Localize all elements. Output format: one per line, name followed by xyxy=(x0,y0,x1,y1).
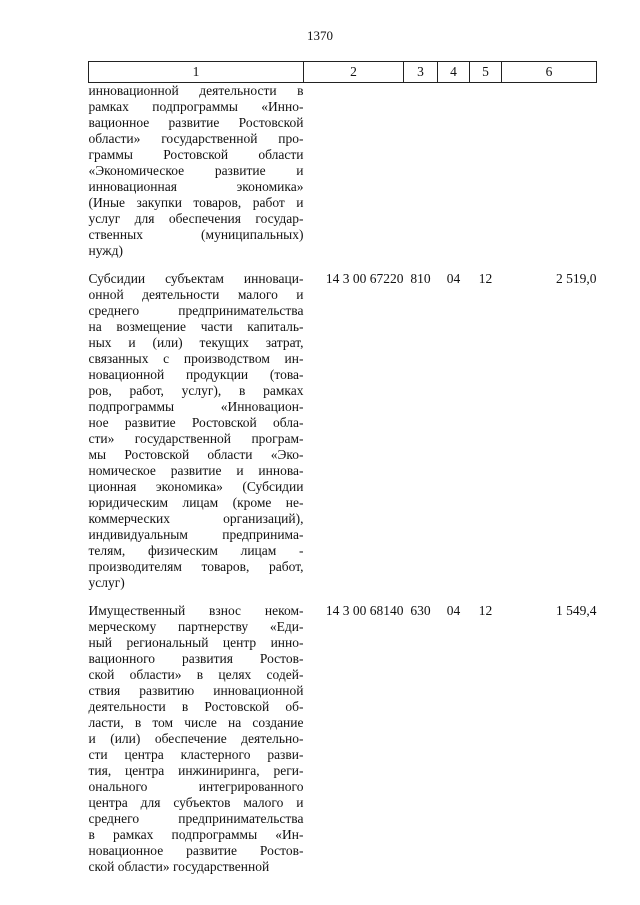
description-line: в рамках подпрограммы «Ин- xyxy=(88,827,304,842)
description-line: инновационной деятельности в xyxy=(88,83,304,98)
row-col5: 12 xyxy=(478,603,493,618)
column-header-2: 2 xyxy=(304,62,404,83)
description-line: ционная экономика» (Субсидии xyxy=(88,479,304,494)
row-code xyxy=(304,83,404,260)
column-header-4: 4 xyxy=(438,62,470,83)
table-body xyxy=(89,83,597,876)
table-header-row xyxy=(89,62,597,83)
description-line: вационное развитие Ростовской xyxy=(88,115,304,130)
description-line: ствия развитию инновационной xyxy=(88,683,304,698)
description-line: области» государственной про- xyxy=(88,131,304,146)
description-line: «Экономическое развитие и xyxy=(88,163,304,178)
column-header-5: 5 xyxy=(470,62,502,83)
row-spacer xyxy=(89,259,597,271)
description-line: мерческому партнерству «Еди- xyxy=(88,619,304,634)
description-line: новационной продукции (това- xyxy=(88,367,304,382)
description-line: на возмещение части капиталь- xyxy=(88,319,304,334)
table-row xyxy=(89,603,597,875)
column-header-1: 1 xyxy=(89,62,304,83)
row-amount xyxy=(502,83,597,260)
description-line: ской области» государственной xyxy=(88,859,270,874)
row-col3 xyxy=(404,83,438,260)
description-line: ное развитие Ростовской обла- xyxy=(88,415,304,430)
description-line: нужд) xyxy=(88,243,123,258)
description-line: онной деятельности малого и xyxy=(88,287,304,302)
description-line: юридическим лицам (кроме не- xyxy=(88,495,304,510)
row-col4 xyxy=(438,83,470,260)
description-line: новационное развитие Ростов- xyxy=(88,843,304,858)
description-line: индивидуальным предпринима- xyxy=(88,527,304,542)
description-line: услуг для обеспечения государ- xyxy=(88,211,304,226)
description-line: ных и (или) текущих затрат, xyxy=(88,335,304,350)
description-line: среднего предпринимательства xyxy=(88,811,304,826)
row-description xyxy=(89,603,304,875)
description-line: Субсидии субъектам инноваци- xyxy=(88,271,304,286)
description-line: телям, физическим лицам - xyxy=(88,543,304,558)
row-col5 xyxy=(470,83,502,260)
column-header-6: 6 xyxy=(502,62,597,83)
description-line: деятельности в Ростовской об- xyxy=(88,699,304,714)
row-amount: 2 519,0 xyxy=(556,271,597,286)
row-code: 14 3 00 68140 xyxy=(325,603,404,618)
description-line: производителям товаров, работ, xyxy=(88,559,304,574)
table-row xyxy=(89,271,597,591)
row-col5: 12 xyxy=(478,271,493,286)
description-line: подпрограммы «Инновацион- xyxy=(88,399,304,414)
description-line: ласти, в том числе на создание xyxy=(88,715,304,730)
row-description xyxy=(89,271,304,591)
row-amount: 1 549,4 xyxy=(556,603,597,618)
row-code: 14 3 00 67220 xyxy=(325,271,404,286)
row-spacer xyxy=(89,591,597,603)
description-line: номическое развитие и иннова- xyxy=(88,463,304,478)
description-line: среднего предпринимательства xyxy=(88,303,304,318)
description-line: ственных (муниципальных) xyxy=(88,227,304,242)
description-line: граммы Ростовской области xyxy=(88,147,304,162)
description-line: тия, центра инжиниринга, реги- xyxy=(88,763,304,778)
row-col3: 630 xyxy=(410,603,431,618)
description-line: Имущественный взнос неком- xyxy=(88,603,304,618)
budget-table xyxy=(88,61,597,875)
description-line: услуг) xyxy=(88,575,125,590)
row-col3: 810 xyxy=(410,271,431,286)
description-line: центра для субъектов малого и xyxy=(88,795,304,810)
description-line: коммерческих организаций), xyxy=(88,511,304,526)
description-line: сти центра кластерного разви- xyxy=(88,747,304,762)
description-line: сти» государственной програм- xyxy=(88,431,304,446)
description-line: ный региональный центр инно- xyxy=(88,635,304,650)
description-line: мы Ростовской области «Эко- xyxy=(88,447,304,462)
column-header-3: 3 xyxy=(404,62,438,83)
description-line: вационного развития Ростов- xyxy=(88,651,304,666)
description-line: и (или) обеспечение деятельно- xyxy=(88,731,304,746)
row-description xyxy=(89,83,304,260)
description-line: ров, работ, услуг), в рамках xyxy=(88,383,304,398)
table-row xyxy=(89,83,597,260)
description-line: инновационная экономика» xyxy=(88,179,304,194)
description-line: онального интегрированного xyxy=(88,779,304,794)
page-number: 1370 xyxy=(307,28,333,43)
description-line: (Иные закупки товаров, работ и xyxy=(88,195,304,210)
description-line: ской области» в целях содей- xyxy=(88,667,304,682)
row-col4: 04 xyxy=(446,603,461,618)
row-col4: 04 xyxy=(446,271,461,286)
description-line: рамках подпрограммы «Инно- xyxy=(88,99,304,114)
description-line: связанных с производством ин- xyxy=(88,351,304,366)
